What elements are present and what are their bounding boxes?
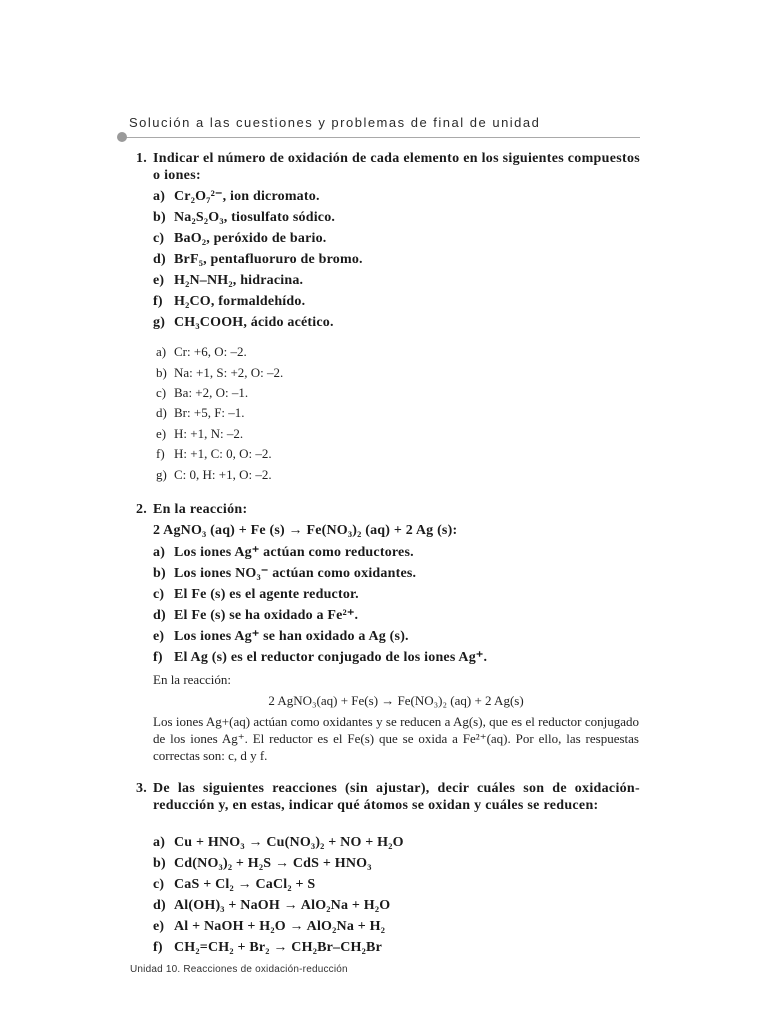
option-item: [153, 939, 382, 956]
answer-intro: En la reacción:: [153, 672, 231, 687]
option-letter: b): [153, 566, 166, 581]
option-letter: a): [153, 545, 166, 560]
option-letter: b): [153, 856, 166, 871]
option-item: [153, 251, 363, 268]
question-2: [136, 501, 640, 518]
option-letter: f): [153, 650, 163, 665]
question-prompt: En la reacción:: [153, 502, 248, 517]
option-item: [153, 918, 385, 935]
option-text: Al(OH)₃ + NaOH → AlO₂Na + H₂O: [174, 898, 391, 913]
answer-letter: e): [156, 426, 167, 441]
option-letter: a): [153, 835, 166, 850]
option-text: Cu + HNO₃ → Cu(NO₃)₂ + NO + H₂O: [174, 835, 404, 850]
option-text: Los iones Ag⁺ se han oxidado a Ag (s).: [174, 629, 409, 644]
option-letter: e): [153, 273, 165, 288]
option-letter: b): [153, 210, 166, 225]
option-text: Cd(NO₃)₂ + H₂S → CdS + HNO₃: [174, 856, 372, 871]
answer-letter: b): [156, 365, 167, 380]
option-letter: g): [153, 315, 166, 330]
option-item: [153, 565, 416, 582]
option-item: [153, 209, 335, 226]
option-item: [153, 628, 409, 645]
option-letter: c): [153, 877, 165, 892]
page-footer: Unidad 10. Reacciones de oxidación-reducción: [130, 964, 348, 975]
answer-item: [156, 405, 245, 421]
answer-text: Na: +1, S: +2, O: –2.: [174, 365, 284, 380]
answer-text: H: +1, N: –2.: [174, 426, 244, 441]
answer-item: [156, 467, 272, 483]
answer-item: [156, 446, 272, 462]
question-prompt: Indicar el número de oxidación de cada elemento en los siguientes compuestos o iones:: [153, 151, 641, 183]
page-header: Solución a las cuestiones y problemas de final de unidad: [129, 115, 541, 130]
option-letter: d): [153, 608, 166, 623]
option-text: CH₃COOH, ácido acético.: [174, 315, 334, 330]
option-text: BrF₅, pentafluoruro de bromo.: [174, 252, 363, 267]
option-item: [153, 314, 334, 331]
reaction-equation: 2 AgNO₃ (aq) + Fe (s) → Fe(NO₃)₂ (aq) + 2 Ag (s):: [153, 523, 458, 538]
option-letter: d): [153, 252, 166, 267]
option-text: CH₂=CH₂ + Br₂ → CH₂Br–CH₂Br: [174, 940, 382, 955]
option-item: [153, 876, 315, 893]
option-text: Los iones Ag⁺ actúan como reductores.: [174, 545, 414, 560]
option-text: Los iones NO₃⁻ actúan como oxidantes.: [174, 566, 417, 581]
answer-item: [156, 365, 283, 381]
answer-text: Ba: +2, O: –1.: [174, 385, 249, 400]
option-text: Na₂S₂O₃, tiosulfato sódico.: [174, 210, 336, 225]
header-bullet: [117, 132, 127, 142]
answer-text: Cr: +6, O: –2.: [174, 344, 247, 359]
option-item: [153, 544, 414, 561]
option-item: [153, 897, 390, 914]
answer-item: [156, 426, 243, 442]
option-letter: c): [153, 587, 165, 602]
option-text: H₂N–NH₂, hidracina.: [174, 273, 304, 288]
question-3: [136, 780, 640, 814]
answer-letter: f): [156, 446, 165, 461]
question-1: [136, 150, 640, 184]
option-text: BaO₂, peróxido de bario.: [174, 231, 327, 246]
option-text: El Ag (s) es el reductor conjugado de los iones Ag⁺.: [174, 650, 488, 665]
option-text: El Fe (s) es el agente reductor.: [174, 587, 359, 602]
answer-text: H: +1, C: 0, O: –2.: [174, 446, 272, 461]
answer-item: [156, 385, 248, 401]
answer-paragraph: Los iones Ag+(aq) actúan como oxidantes y se reducen a Ag(s), que es el reductor conjugado de los iones Ag⁺. El reductor es el Fe(s) que se oxida a Fe²⁺(aq). Por ello, las respuestas correctas son: c, d y f.: [153, 714, 639, 763]
option-item: [153, 272, 303, 289]
header-rule: [122, 137, 640, 138]
question-prompt: De las siguientes reacciones (sin ajustar), decir cuáles son de oxidación-reducción y, en estas, indicar qué átomos se oxidan y cuáles se reducen:: [153, 781, 640, 813]
option-letter: d): [153, 898, 166, 913]
option-letter: f): [153, 940, 163, 955]
option-item: [153, 607, 358, 624]
answer-letter: c): [156, 385, 167, 400]
question-number: 1.: [136, 151, 148, 166]
answer-item: [156, 344, 247, 360]
question-number: 2.: [136, 502, 148, 517]
option-letter: a): [153, 189, 166, 204]
question-number: 3.: [136, 781, 148, 796]
answer-reaction: 2 AgNO₃(aq) + Fe(s) → Fe(NO₃)₂ (aq) + 2 Ag(s): [268, 693, 524, 708]
option-text: El Fe (s) se ha oxidado a Fe²⁺.: [174, 608, 359, 623]
option-letter: f): [153, 294, 163, 309]
option-text: H₂CO, formaldehído.: [174, 294, 306, 309]
option-text: Cr₂O₇²⁻, ion dicromato.: [174, 189, 320, 204]
option-item: [153, 834, 404, 851]
option-letter: e): [153, 629, 165, 644]
answer-text: Br: +5, F: –1.: [174, 405, 245, 420]
answer-text: C: 0, H: +1, O: –2.: [174, 467, 272, 482]
option-letter: e): [153, 919, 165, 934]
answer-letter: g): [156, 467, 167, 482]
answer-letter: d): [156, 405, 167, 420]
answer-letter: a): [156, 344, 167, 359]
option-item: [153, 586, 359, 603]
option-item: [153, 293, 305, 310]
option-letter: c): [153, 231, 165, 246]
option-item: [153, 188, 320, 205]
option-text: Al + NaOH + H₂O → AlO₂Na + H₂: [174, 919, 386, 934]
option-text: CaS + Cl₂ → CaCl₂ + S: [174, 877, 316, 892]
option-item: [153, 649, 487, 666]
option-item: [153, 855, 372, 872]
option-item: [153, 230, 327, 247]
